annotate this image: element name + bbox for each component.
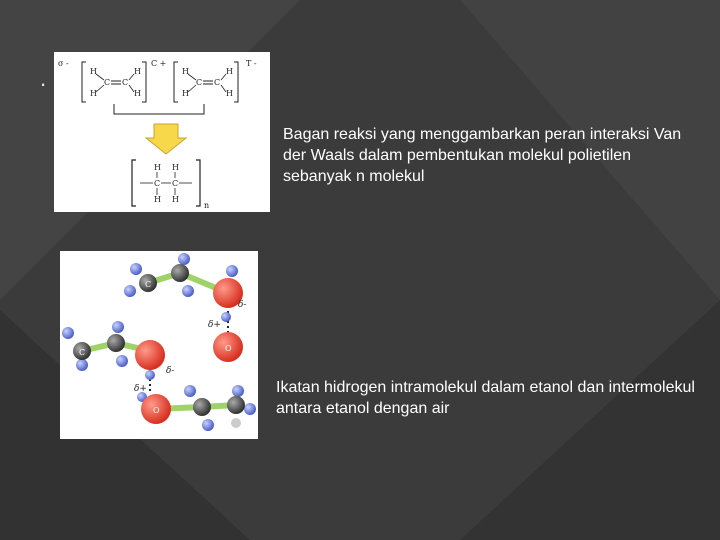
svg-text:H: H (134, 89, 141, 98)
bonds (82, 273, 236, 409)
partial-charge-4: δ+ (134, 384, 147, 394)
svg-text:H: H (90, 67, 97, 76)
partial-charge-3: δ- (166, 366, 175, 376)
svg-text:C: C (154, 179, 161, 188)
subscript-n: n (204, 201, 210, 210)
reaction-scheme-diagram (54, 52, 270, 212)
connector-bracket (114, 104, 204, 114)
svg-text:C: C (104, 78, 111, 87)
ethanol-hbond-diagram (60, 251, 258, 439)
oxygen-atoms (135, 278, 243, 424)
svg-text:O: O (225, 344, 232, 353)
ethylene-monomer-left (82, 62, 146, 102)
delta-label-left: σ - (58, 59, 69, 68)
svg-text:C: C (79, 348, 86, 357)
polyethylene-polymer (132, 160, 209, 210)
svg-text:H: H (182, 67, 189, 76)
svg-text:H: H (226, 67, 233, 76)
svg-text:H: H (134, 67, 141, 76)
bullet-point: . (40, 66, 47, 91)
reaction-arrow-icon (146, 124, 186, 154)
caption-ethanol: Ikatan hidrogen intramolekul dalam etanol dan intermolekul antara etanol dengan air (276, 379, 695, 417)
delta-label-mid: C + (151, 59, 167, 68)
partial-charge-2: δ+ (208, 320, 221, 330)
svg-text:H: H (172, 163, 179, 172)
svg-text:C: C (214, 78, 221, 87)
svg-text:C: C (172, 179, 179, 188)
ethanol-hbond-figure (60, 251, 258, 439)
caption-polyethylene: Bagan reaksi yang menggambarkan peran interaksi Van der Waals dalam pembentukan molekul polietilen sebanyak n molekul (283, 126, 682, 185)
svg-text:H: H (172, 195, 179, 204)
partial-charge-1: δ- (238, 300, 247, 310)
svg-text:H: H (182, 89, 189, 98)
reaction-scheme-figure (54, 52, 270, 212)
delta-label-right: T - (246, 59, 257, 68)
svg-text:O: O (153, 406, 160, 415)
svg-text:H: H (90, 89, 97, 98)
svg-text:C: C (122, 78, 129, 87)
svg-text:C: C (196, 78, 203, 87)
svg-text:H: H (154, 195, 161, 204)
svg-text:H: H (154, 163, 161, 172)
svg-text:C: C (145, 280, 152, 289)
ethylene-monomer-right (174, 62, 238, 102)
svg-text:H: H (226, 89, 233, 98)
